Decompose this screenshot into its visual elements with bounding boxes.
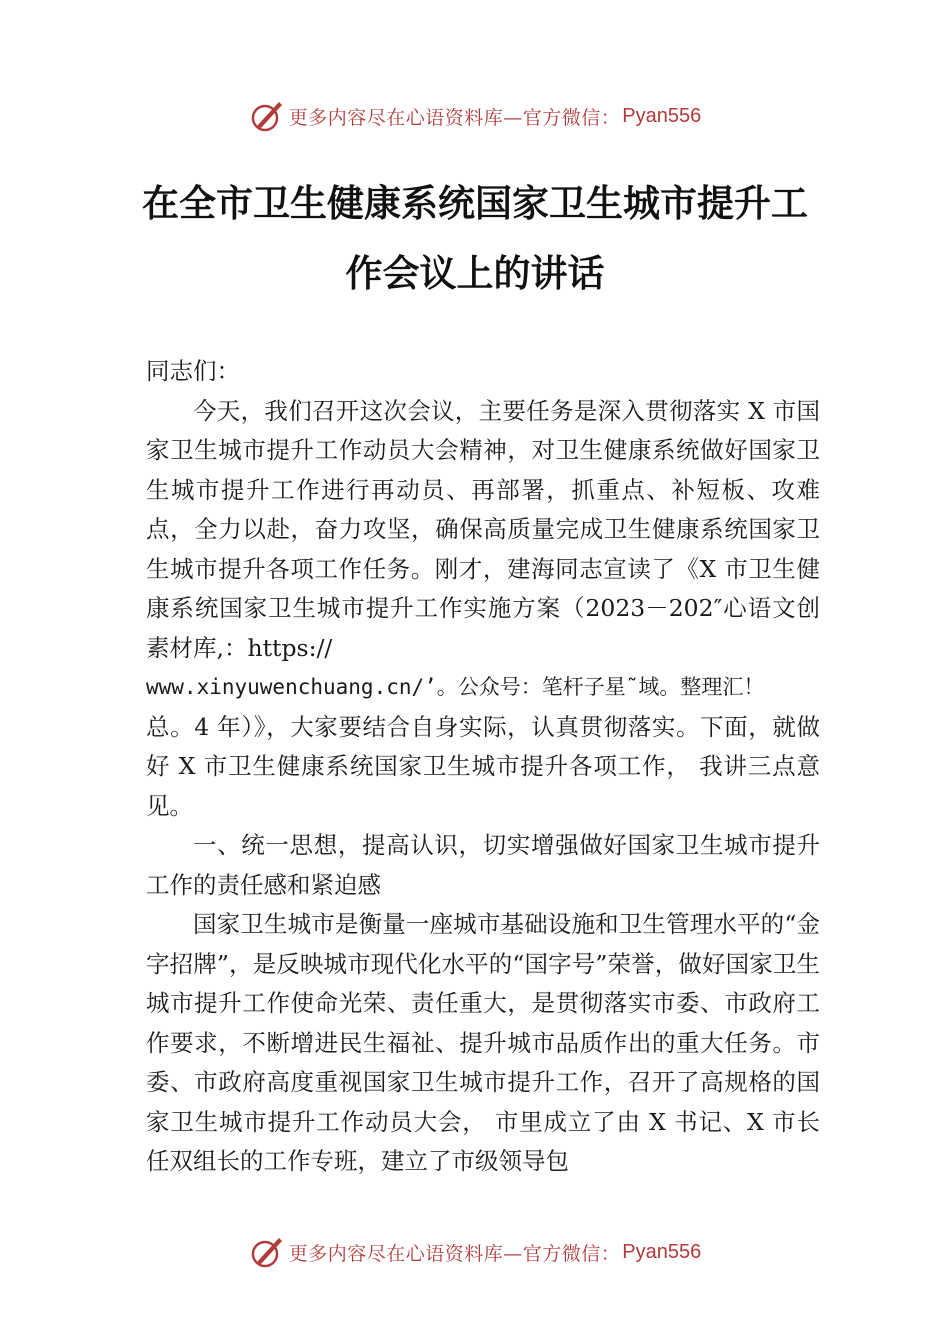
document-body bbox=[146, 352, 820, 1182]
document-title bbox=[100, 168, 850, 308]
banner-text: 更多内容尽在心语资料库—官方微信： bbox=[288, 106, 621, 129]
watermark-url-line: www.xinyuwenchuang.cn/’。公众号：笔杆子星˜域。整理汇！ bbox=[146, 675, 765, 699]
footer-watermark-banner bbox=[0, 1232, 950, 1272]
quill-logo-icon bbox=[249, 98, 285, 134]
banner-wechat-id: Pyan556 bbox=[622, 1240, 702, 1263]
banner-wechat-id: Pyan556 bbox=[622, 104, 702, 127]
paragraph-intro-continued: 总。4 年）》，大家要结合自身实际，认真贯彻落实。下面，就做好 X 市卫生健康系统国家卫生城市提升各项工作， 我讲三点意见。 bbox=[146, 712, 820, 820]
title-line-2: 作会议上的讲话 bbox=[345, 251, 605, 295]
quill-logo-icon bbox=[249, 1234, 285, 1270]
paragraph-intro: 今天，我们召开这次会议，主要任务是深入贯彻落实 X 市国家卫生城市提升工作动员大会精神，对卫生健康系统做好国家卫生城市提升工作进行再动员、再部署，抓重点、补短板、攻难点，全力以赴，奋力攻坚，确保高质量完成卫生健康系统国家卫生城市提升各项工作任务。刚才，建海同志宣读了《X 市卫生健康系统国家卫生城市提升工作实施方案（2023－202″心语文创素材库,：https:// bbox=[146, 396, 820, 662]
title-line-1: 在全市卫生健康系统国家卫生城市提升工 bbox=[142, 181, 808, 225]
paragraph-section-1: 国家卫生城市是衡量一座城市基础设施和卫生管理水平的“金字招牌”，是反映城市现代化水平的“国字号”荣誉，做好国家卫生城市提升工作使命光荣、责任重大，是贯彻落实市委、市政府工作要求，不断增进民生福祉、提升城市品质作出的重大任务。市委、市政府高度重视国家卫生城市提升工作，召开了高规格的国家卫生城市提升工作动员大会， 市里成立了由 X 书记、X 市长任双组长的工作专班，建立了市级领导包 bbox=[146, 910, 820, 1175]
section-heading-1: 一、统一思想，提高认识，切实增强做好国家卫生城市提升工作的责任感和紧迫感 bbox=[146, 831, 820, 899]
header-watermark-banner bbox=[0, 96, 950, 136]
banner-text: 更多内容尽在心语资料库—官方微信： bbox=[288, 1242, 621, 1265]
salutation: 同志们： bbox=[146, 357, 240, 385]
